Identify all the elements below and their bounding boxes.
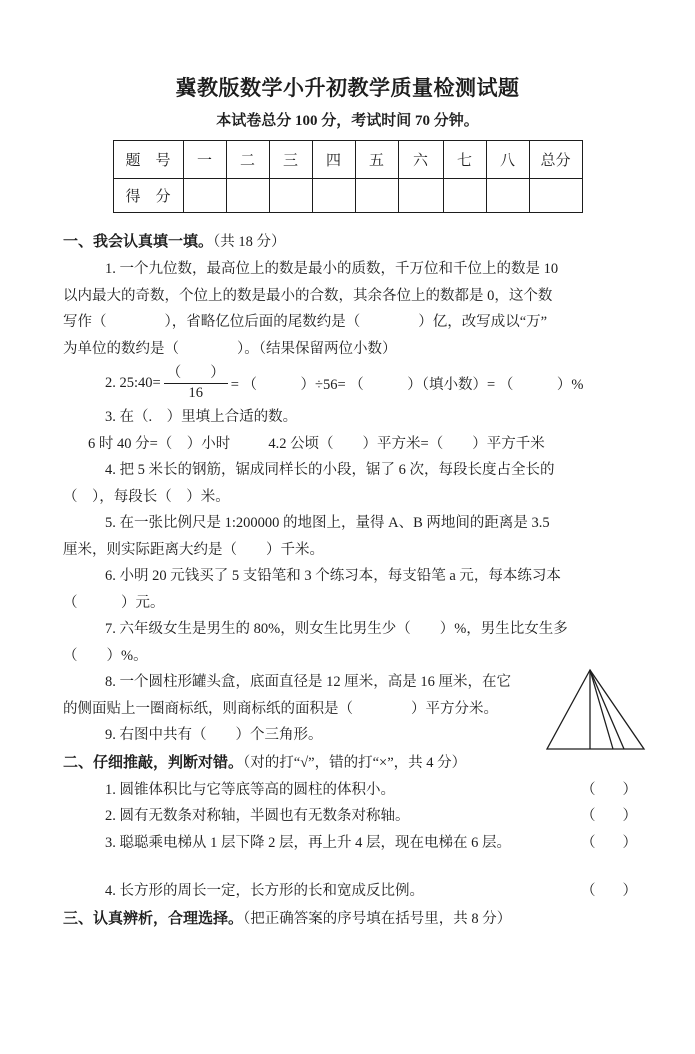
section-3-heading-bold: 三、认真辨析，合理选择。	[63, 909, 244, 927]
answer-paren-open: （	[581, 808, 596, 824]
section-3-heading-points: （把正确答案的序号填在括号里，共 8 分）	[243, 910, 512, 927]
column-7: 七	[443, 141, 486, 179]
question-4-line-2: （ ），每段长（ ）米。	[63, 488, 230, 505]
exam-body	[63, 228, 637, 933]
column-6: 六	[398, 141, 443, 179]
question-3-part-b: 4.2 公顷（ ）平方米=（ ）平方千米	[268, 435, 545, 452]
fraction-denominator: 16	[188, 385, 203, 401]
column-5: 五	[355, 141, 398, 179]
question-4-line-1: 4. 把 5 米长的钢筋，锯成同样长的小段，锯了 6 次，每段长度占全长的	[105, 462, 555, 478]
question-1-line-4: 为单位的数约是（ ）。（结果保留两位小数）	[63, 340, 397, 357]
answer-paren-close: ）	[622, 781, 637, 798]
judge-item-3	[63, 830, 637, 857]
question-2-suffix: = （ ）÷56= （ ）（填小数）= （ ）%	[230, 376, 584, 393]
section-3-heading	[63, 905, 637, 933]
score-table-header-row	[113, 141, 582, 179]
question-8-9-block	[63, 669, 637, 749]
section-1-heading-points: （共 18 分）	[213, 234, 286, 250]
question-7-line-1: 7. 六年级女生是男生的 80%，则女生比男生少（ ）%，男生比女生多	[105, 621, 568, 637]
answer-paren-close: ）	[622, 883, 637, 899]
answer-paren-close: ）	[622, 834, 637, 851]
judge-item-3-answer-blank	[581, 830, 637, 857]
score-table-score-row	[113, 179, 582, 213]
question-3-part-a: 6 时 40 分=（ ）小时	[88, 435, 231, 452]
question-3-line-2	[63, 431, 637, 458]
judge-item-2	[63, 803, 637, 830]
judge-item-1-answer-blank	[581, 777, 637, 804]
section-1-heading-bold: 一、我会认真填一填。	[63, 233, 214, 250]
question-1-line-2: 以内最大的奇数，个位上的数是最小的合数，其余各位上的数都是 0，这个数	[63, 287, 553, 304]
score-cell	[529, 179, 582, 213]
question-7-line-2: （ ）%。	[63, 647, 148, 664]
column-2: 二	[226, 141, 269, 179]
score-table	[113, 140, 583, 213]
fraction	[164, 363, 228, 403]
score-cell	[269, 179, 312, 213]
answer-paren-close: ）	[622, 808, 637, 824]
judge-item-1-text: 1. 圆锥体积比与它等底等高的圆柱的体积小。	[105, 781, 395, 798]
question-2-prefix: 2. 25:40=	[105, 374, 161, 391]
question-1-line-1: 1. 一个九位数，最高位上的数是最小的质数，千万位和千位上的数是 10	[105, 261, 559, 277]
judge-item-1	[63, 777, 637, 804]
column-8: 八	[486, 141, 529, 179]
question-9: 9. 右图中共有（ ）个三角形。	[105, 727, 323, 743]
question-6-line-2: （ ）元。	[63, 594, 165, 611]
judge-item-2-text: 2. 圆有无数条对称轴，半圆也有无数条对称轴。	[105, 808, 410, 824]
fraction-numerator-blank: （ ）	[164, 363, 228, 384]
page-title: 冀教版数学小升初教学质量检测试题	[175, 76, 520, 100]
column-total: 总分	[529, 141, 582, 179]
answer-paren-open: （	[581, 883, 596, 899]
judge-item-4-answer-blank	[581, 878, 637, 905]
question-2	[63, 362, 637, 404]
question-8-line-1: 8. 一个圆柱形罐头盒，底面直径是 12 厘米，高是 16 厘米，在它	[105, 674, 511, 690]
score-cell	[398, 179, 443, 213]
score-cell	[486, 179, 529, 213]
question-3-line-1: 3. 在（. ）里填上合适的数。	[105, 409, 298, 425]
column-3: 三	[269, 141, 312, 179]
score-label-cell: 得 分	[113, 179, 183, 213]
score-cell	[312, 179, 355, 213]
exam-subtitle: 本试卷总分 100 分，考试时间 70 分钟。	[216, 113, 479, 129]
question-number-label-cell: 题 号	[113, 141, 183, 179]
question-1-line-3: 写作（ ），省略亿位后面的尾数约是（ ）亿，改写成以“万”	[63, 314, 548, 330]
score-cell	[443, 179, 486, 213]
score-cell	[355, 179, 398, 213]
score-cell	[183, 179, 226, 213]
score-cell	[226, 179, 269, 213]
column-1: 一	[183, 141, 226, 179]
question-5-line-2: 厘米，则实际距离大约是（ ）千米。	[63, 541, 324, 558]
judge-item-3-text: 3. 聪聪乘电梯从 1 层下降 2 层，再上升 4 层，现在电梯在 6 层。	[105, 834, 511, 851]
section-2-heading-points: （对的打“√”，错的打“×”，共 4 分）	[243, 754, 467, 771]
triangle-subdivided-figure	[545, 667, 647, 753]
question-5-line-1: 5. 在一张比例尺是 1:200000 的地图上，量得 A、B 两地间的距离是 3.5	[105, 515, 550, 531]
answer-paren-open: （	[581, 781, 596, 798]
judge-item-4	[63, 878, 637, 905]
judge-item-4-text: 4. 长方形的周长一定，长方形的长和宽成反比例。	[105, 883, 424, 899]
answer-paren-open: （	[581, 834, 596, 851]
column-4: 四	[312, 141, 355, 179]
section-2-heading-bold: 二、仔细推敲，判断对错。	[63, 753, 244, 771]
section-1-heading	[63, 228, 637, 256]
judge-item-2-answer-blank	[581, 803, 637, 830]
question-8-line-2: 的侧面贴上一圈商标纸，则商标纸的面积是（ ）平方分米。	[63, 700, 498, 717]
question-6-line-1: 6. 小明 20 元钱买了 5 支铅笔和 3 个练习本，每支铅笔 a 元，每本练习本	[105, 568, 561, 584]
